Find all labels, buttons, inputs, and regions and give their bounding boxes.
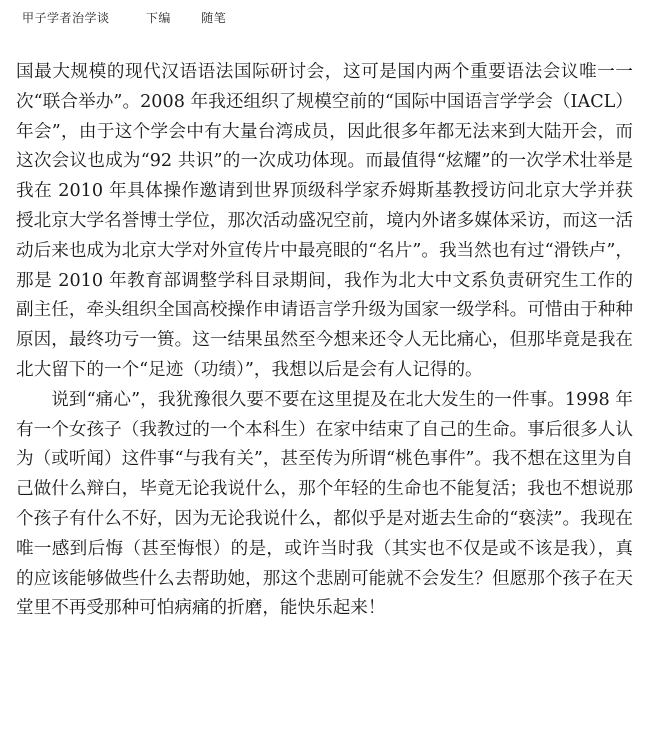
paragraph-continued: 国最大规模的现代汉语语法国际研讨会，这可是国内两个重要语法会议唯一一次“联合举办”。2008 年我还组织了规模空前的“国际中国语言学学会（IACL）年会”，由于这个学会中有大量台湾成员，因此很多年都无法来到大陆开会，而这次会议也成为“92 共识”的一次成功体现。而最值得“炫耀”的一次学术壮举是我在 2010 年具体操作邀请到世界顶级科学家乔姆斯基教授访问北京大学并获授北京大学名誉博士学位，那次活动盛况空前，境内外诸多媒体采访，而这一活动后来也成为北京大学对外宣传片中最亮眼的“名片”。我当然也有过“滑铁卢”，那是 2010 年教育部调整学科目录期间，我作为北大中文系负责研究生工作的副主任，牵头组织全国高校操作申请语言学升级为国家一级学科。可惜由于种种原因，最终功亏一篑。这一结果虽然至今想来还令人无比痛心，但那毕竟是我在北大留下的一个“足迹（功绩）”，我想以后是会有人记得的。	[16, 62, 633, 380]
section-label: 下编	[145, 11, 171, 25]
book-title: 甲子学者治学谈	[22, 11, 110, 25]
subsection-label: 随笔	[201, 11, 227, 25]
body-text	[16, 58, 633, 624]
paragraph: 说到“痛心”，我犹豫很久要不要在这里提及在北大发生的一件事。1998 年有一个女孩子（我教过的一个本科生）在家中结束了自己的生命。事后很多人认为（或听闻）这件事“与我有关”，甚至传为所谓“桃色事件”。我不想在这里为自己做什么辩白，毕竟无论我说什么，那个年轻的生命也不能复活；我也不想说那个孩子有什么不好，因为无论我说什么，都似乎是对逝去生命的“亵渎”。我现在唯一感到后悔（甚至悔恨）的是，或许当时我（其实也不仅是或不该是我），真的应该能够做些什么去帮助她，那这个悲剧可能就不会发生？但愿那个孩子在天堂里不再受那种可怕病痛的折磨，能快乐起来！	[16, 389, 633, 619]
running-header	[22, 9, 226, 26]
